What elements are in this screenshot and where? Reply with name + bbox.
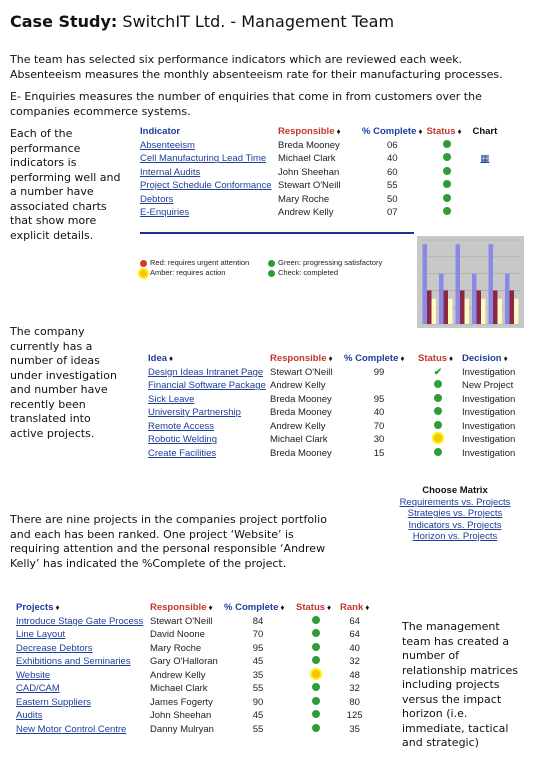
col-project[interactable]: Projects ♦ [16, 602, 60, 614]
green-status-icon [434, 421, 442, 429]
chart-bar [423, 244, 428, 324]
project-link[interactable]: Eastern Suppliers [16, 696, 91, 708]
status-cell [426, 179, 472, 193]
chart-bar [481, 299, 486, 324]
indicator-row [140, 193, 501, 207]
amber-status-icon [434, 434, 442, 442]
chart-bar [456, 244, 461, 324]
ideas-table [148, 352, 519, 460]
status-cell [426, 206, 472, 220]
responsible-name: Gary O'Halloran [150, 656, 218, 668]
complete-value: 84 [252, 615, 264, 627]
responsible-name: Michael Clark [150, 683, 208, 695]
responsible-name: Danny Mulryan [150, 723, 214, 735]
rank-value: 125 [346, 710, 363, 722]
green-status-icon [443, 194, 451, 202]
status-legend [140, 258, 410, 280]
col-decision[interactable]: Decision ♦ [462, 353, 508, 365]
idea-row [148, 406, 519, 420]
green-status-icon [443, 167, 451, 175]
col-status[interactable]: Status ♦ [418, 353, 454, 365]
sort-icon: ♦ [418, 127, 423, 137]
col-indicator[interactable]: Indicator [140, 126, 181, 138]
idea-link[interactable]: Sick Leave [148, 393, 195, 405]
indicator-link[interactable]: Project Schedule Conformance [140, 180, 272, 192]
status-cell [426, 139, 472, 153]
complete-value: 40 [373, 407, 385, 419]
rank-value: 80 [349, 696, 360, 708]
complete-value: 40 [386, 153, 398, 165]
indicator-row [140, 139, 501, 153]
status-cell [418, 366, 462, 380]
responsible-name: Andrew Kelly [150, 669, 206, 681]
chart-bar [439, 274, 444, 324]
chart-bar [427, 290, 432, 324]
title-rest: SwitchIT Ltd. - Management Team [117, 12, 395, 31]
responsible-name: John Sheehan [150, 710, 212, 722]
complete-value: 06 [386, 139, 398, 151]
status-cell [296, 655, 340, 669]
status-cell [426, 152, 472, 166]
indicator-link[interactable]: Internal Audits [140, 166, 201, 178]
complete-value: 60 [386, 166, 398, 178]
indicator-link[interactable]: Cell Manufacturing Lead Time [140, 153, 267, 165]
status-cell [296, 723, 340, 737]
indicator-link[interactable]: E-Enquiries [140, 207, 190, 219]
decision-value: Investigation [462, 434, 516, 446]
matrix-title: Choose Matrix [422, 485, 488, 496]
status-cell [426, 193, 472, 207]
complete-value: 45 [252, 656, 264, 668]
col-status[interactable]: Status ♦ [426, 126, 462, 138]
project-link[interactable]: Decrease Debtors [16, 642, 93, 654]
project-row [16, 696, 373, 710]
chart-bar [505, 274, 510, 324]
col-status[interactable]: Status ♦ [296, 602, 332, 614]
rank-value: 48 [349, 669, 360, 681]
responsible-name: Mary Roche [150, 642, 202, 654]
matrix-link-indicators[interactable]: Indicators vs. Projects [408, 519, 502, 531]
col-complete[interactable]: % Complete ♦ [362, 126, 423, 138]
status-cell [426, 166, 472, 180]
rank-value: 32 [349, 683, 360, 695]
sort-icon: ♦ [400, 354, 405, 364]
status-cell [296, 682, 340, 696]
project-link[interactable]: Audits [16, 710, 43, 722]
matrices-description: The management team has created a number of relationship matrices including projects versus the impact horizon (i.e. immediate, tactical and strategic) [402, 620, 519, 749]
green-status-icon [434, 394, 442, 402]
indicators-header-row [140, 125, 501, 139]
green-status-icon [434, 448, 442, 456]
status-cell [296, 615, 340, 629]
project-row [16, 615, 373, 629]
legend-green: Green: progressing satisfactory [268, 258, 382, 267]
sort-icon: ♦ [365, 603, 370, 613]
complete-value: 50 [386, 193, 398, 205]
green-status-icon [312, 656, 320, 664]
project-link[interactable]: Website [16, 669, 51, 681]
decision-value: Investigation [462, 407, 516, 419]
idea-link[interactable]: Design Ideas Intranet Page [148, 366, 264, 378]
idea-link[interactable]: Financial Software Package [148, 380, 266, 392]
green-status-icon [312, 710, 320, 718]
indicator-link[interactable]: Absenteeism [140, 139, 195, 151]
idea-row [148, 366, 519, 380]
amber-status-icon [312, 670, 320, 678]
sort-icon: ♦ [328, 354, 333, 364]
col-responsible[interactable]: Responsible ♦ [150, 602, 213, 614]
status-cell [296, 669, 340, 683]
status-cell [296, 628, 340, 642]
responsible-name: Andrew Kelly [270, 380, 326, 392]
check-dot-icon [268, 270, 275, 277]
project-row [16, 655, 373, 669]
indicators-divider [140, 232, 414, 234]
status-cell [296, 696, 340, 710]
project-row [16, 723, 373, 737]
responsible-name: Mary Roche [278, 193, 330, 205]
green-status-icon [312, 683, 320, 691]
complete-value: 07 [386, 207, 398, 219]
col-responsible[interactable]: Responsible ♦ [278, 126, 341, 138]
indicator-link[interactable]: Debtors [140, 193, 174, 205]
intro-paragraph-2: E- Enquiries measures the number of enquiries that come in from customers over the companies ecommerce systems. [10, 90, 482, 118]
complete-value: 55 [252, 683, 264, 695]
legend-check: Check: completed [268, 268, 338, 277]
chart-bar [489, 244, 494, 324]
chart-bar [477, 290, 482, 324]
status-cell [418, 447, 462, 461]
responsible-name: Stewart O'Neill [270, 366, 333, 378]
project-row [16, 628, 373, 642]
legend-red: Red: requires urgent attention [140, 258, 249, 267]
rank-value: 32 [349, 656, 360, 668]
complete-value: 90 [252, 696, 264, 708]
status-cell [418, 420, 462, 434]
decision-value: Investigation [462, 366, 516, 378]
complete-value: 70 [252, 629, 264, 641]
responsible-name: Andrew Kelly [278, 207, 334, 219]
project-row [16, 682, 373, 696]
rank-value: 64 [349, 629, 360, 641]
responsible-name: Breda Mooney [270, 407, 332, 419]
decision-value: Investigation [462, 447, 516, 459]
complete-value: 15 [373, 447, 385, 459]
col-responsible[interactable]: Responsible ♦ [270, 353, 333, 365]
complete-value: 55 [252, 723, 264, 735]
sort-icon: ♦ [280, 603, 285, 613]
project-row [16, 669, 373, 683]
idea-row [148, 379, 519, 393]
responsible-name: Breda Mooney [278, 139, 340, 151]
sort-icon: ♦ [169, 354, 174, 364]
chart-bar [448, 299, 453, 324]
green-status-icon [443, 140, 451, 148]
sort-icon: ♦ [327, 603, 332, 613]
responsible-name: Breda Mooney [270, 393, 332, 405]
col-complete[interactable]: % Complete ♦ [344, 353, 405, 365]
status-cell [418, 393, 462, 407]
chart-icon[interactable]: ▦ [480, 153, 490, 165]
sort-icon: ♦ [449, 354, 454, 364]
complete-value: 45 [252, 710, 264, 722]
title-bold: Case Study: [10, 12, 118, 31]
decision-value: New Project [462, 380, 514, 392]
decision-value: Investigation [462, 393, 516, 405]
complete-value: 30 [373, 434, 385, 446]
complete-value: 95 [373, 393, 385, 405]
status-cell [296, 709, 340, 723]
ideas-description: The company currently has a number of ideas under investigation and number have recently been translated into active projects. [10, 325, 117, 440]
chart-bar [493, 290, 498, 324]
projects-description: There are nine projects in the companies project portfolio and each has been ranked. One project ‘Website’ is requiring attention and the personal responsible ‘Andrew Kelly’ has indicated the %Complete of the project. [10, 513, 327, 570]
responsible-name: John Sheehan [278, 166, 340, 178]
responsible-name: Andrew Kelly [270, 420, 326, 432]
project-link[interactable]: CAD/CAM [16, 683, 60, 695]
chart-bar [514, 299, 519, 324]
complete-value: 95 [252, 642, 264, 654]
col-chart[interactable]: Chart [472, 126, 498, 138]
project-link[interactable]: Exhibitions and Seminaries [16, 656, 131, 668]
chart-bar [498, 299, 503, 324]
indicator-row [140, 166, 501, 180]
green-status-icon [443, 180, 451, 188]
project-row [16, 642, 373, 656]
status-cell [418, 433, 462, 447]
responsible-name: Stewart O'Neill [278, 180, 341, 192]
intro-paragraph-1: The team has selected six performance indicators which are reviewed each week. Absenteeism measures the monthly absenteeism rate for their manufacturing processes. [10, 53, 503, 81]
idea-link[interactable]: Remote Access [148, 420, 214, 432]
responsible-name: Michael Clark [270, 434, 328, 446]
indicators-table [140, 125, 501, 220]
responsible-name: James Fogerty [150, 696, 213, 708]
green-status-icon [312, 724, 320, 732]
matrix-link-strategies[interactable]: Strategies vs. Projects [407, 508, 503, 519]
amber-dot-icon [140, 270, 147, 277]
indicator-row [140, 179, 501, 193]
green-status-icon [434, 407, 442, 415]
legend-amber: Amber: requires action [140, 268, 225, 277]
green-dot-icon [268, 260, 275, 267]
project-link[interactable]: Introduce Stage Gate Process [16, 615, 144, 627]
sort-icon: ♦ [336, 127, 341, 137]
ideas-header-row [148, 352, 519, 366]
matrix-link-requirements[interactable]: Requirements vs. Projects [399, 496, 511, 508]
green-status-icon [443, 153, 451, 161]
sort-icon: ♦ [55, 603, 60, 613]
sort-icon: ♦ [208, 603, 213, 613]
idea-row [148, 420, 519, 434]
projects-header-row [16, 601, 373, 615]
status-cell [418, 379, 462, 393]
project-link[interactable]: New Motor Control Centre [16, 723, 127, 735]
indicator-row [140, 152, 501, 166]
check-icon: ✔ [433, 366, 443, 378]
status-cell [418, 406, 462, 420]
idea-link[interactable]: University Partnership [148, 407, 241, 419]
idea-link[interactable]: Robotic Welding [148, 434, 218, 446]
chart-bar [460, 290, 465, 324]
choose-matrix-panel [390, 485, 520, 543]
red-dot-icon [140, 260, 147, 267]
rank-value: 64 [349, 615, 360, 627]
idea-row [148, 433, 519, 447]
responsible-name: David Noone [150, 629, 205, 641]
rank-value: 35 [349, 723, 360, 735]
chart-bar [472, 274, 477, 324]
green-status-icon [312, 616, 320, 624]
sort-icon: ♦ [503, 354, 508, 364]
page-title [10, 12, 394, 31]
col-rank[interactable]: Rank ♦ [340, 602, 370, 614]
projects-table [16, 601, 373, 736]
idea-row [148, 393, 519, 407]
green-status-icon [312, 629, 320, 637]
green-status-icon [312, 643, 320, 651]
chart-bar [510, 290, 515, 324]
responsible-name: Michael Clark [278, 153, 336, 165]
indicator-bar-chart [417, 236, 524, 328]
decision-value: Investigation [462, 420, 516, 432]
status-cell [296, 642, 340, 656]
project-row [16, 709, 373, 723]
indicator-row [140, 206, 501, 220]
sort-icon: ♦ [457, 127, 462, 137]
green-status-icon [312, 697, 320, 705]
complete-value: 55 [386, 180, 398, 192]
complete-value: 70 [373, 420, 385, 432]
responsible-name: Breda Mooney [270, 447, 332, 459]
idea-link[interactable]: Create Facilities [148, 447, 217, 459]
matrix-link-horizon[interactable]: Horizon vs. Projects [412, 531, 498, 542]
green-status-icon [434, 380, 442, 388]
indicators-description: Each of the performance indicators is performing well and a number have associated charts that show more explicit details. [10, 127, 121, 242]
idea-row [148, 447, 519, 461]
chart-bar [432, 299, 437, 324]
rank-value: 40 [349, 642, 360, 654]
chart-bar [444, 290, 449, 324]
col-complete[interactable]: % Complete ♦ [224, 602, 285, 614]
responsible-name: Stewart O'Neill [150, 615, 213, 627]
green-status-icon [443, 207, 451, 215]
complete-value: 99 [373, 366, 385, 378]
project-link[interactable]: Line Layout [16, 629, 66, 641]
complete-value: 35 [252, 669, 264, 681]
col-idea[interactable]: Idea ♦ [148, 353, 174, 365]
chart-bar [465, 299, 470, 324]
